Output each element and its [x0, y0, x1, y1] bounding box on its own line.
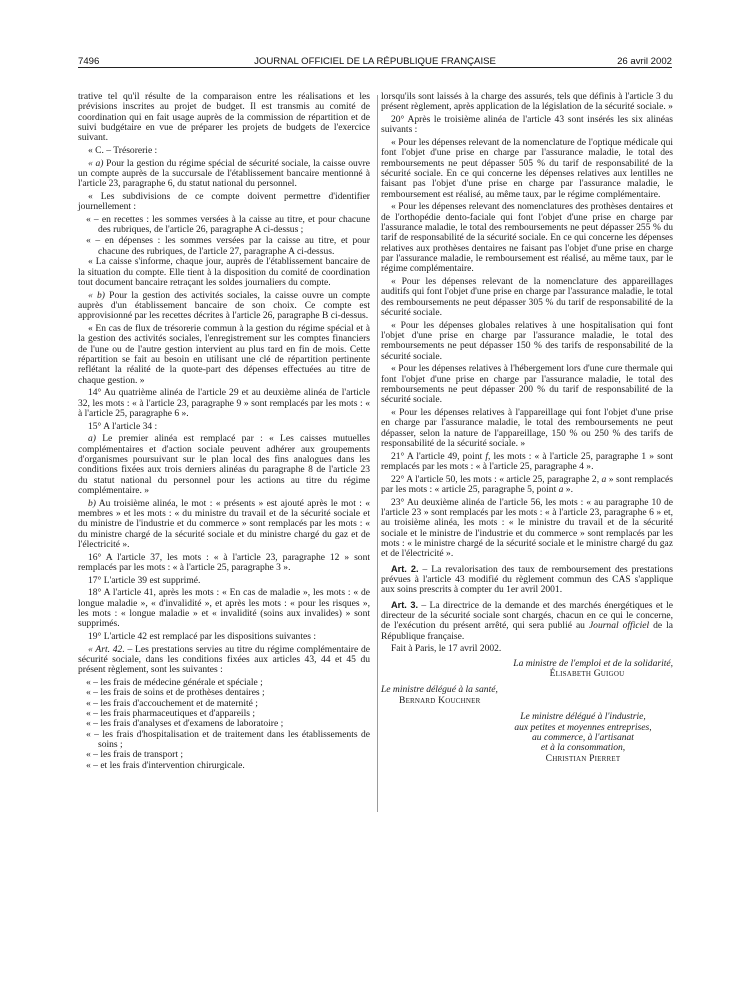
article-label: Art. 3.: [391, 599, 419, 610]
paragraph: [381, 475, 673, 496]
point-label: a: [601, 473, 607, 485]
paragraph: [78, 291, 370, 322]
paragraph: « Pour les dépenses relevant de la nomenclature des appareillages auditifs qui font l'objet d'une prise en charge par l'assurance maladie, le total des remboursements ne peut dépasser 305 % du tarif de responsabilité de la sécurité sociale.: [381, 276, 673, 319]
paragraph: « Pour les dépenses globales relatives à une hospitalisation qui font l'objet d'une prise en charge par l'assurance maladie, le total des remboursements ne peut dépasser 150 % des tarifs de responsabilité de la sécurité sociale.: [381, 319, 673, 362]
paragraph: [78, 645, 370, 676]
signatory-title: et à la consommation,: [540, 742, 626, 754]
paragraph: 18° A l'article 41, après les mots : « En cas de maladie », les mots : « de longue maladie », « d'invalidité », et après les mots : « pour les risques », les mots : « longue maladie » et « invalidité (soins aux invalides) » sont supprimés.: [78, 587, 370, 630]
signatory-title: Le ministre délégué à l'industrie,: [520, 711, 646, 723]
paragraph-label: « a): [88, 157, 104, 169]
paragraph: 20° Après le troisième alinéa de l'article 43 sont insérés les six alinéas suivants :: [381, 113, 673, 136]
signatory-name: Christian Pierret: [545, 752, 621, 764]
paragraph-text: – La revalorisation des taux de remboursement des prestations prévues à l'article 43 modifié du règlement commun des CAS s'applique aux soins prescrits à compter du 1er avril 2001.: [381, 563, 673, 596]
list-item: « – les frais de médecine générale et spéciale ;: [86, 676, 263, 688]
list-item: « – les frais d'analyses et d'examens de laboratoire ;: [86, 718, 284, 730]
paragraph: 19° L'article 42 est remplacé par les dispositions suivantes :: [88, 631, 316, 642]
paragraph: « Pour les dépenses relatives à l'appareillage qui font l'objet d'une prise en charge par l'assurance maladie, le total des remboursements ne peut dépasser, selon la nature de l'appareillage, 150 % ou 250 % des tarifs de responsabilité de la sécurité sociale. »: [381, 407, 673, 450]
paragraph: « Pour les dépenses relevant de la nomenclature de l'optique médicale qui font l'objet d'une prise en charge par l'assurance maladie, le total des remboursements ne peut dépasser 505 % du tarif de responsabilité de la sécurité sociale. En ce qui concerne les dépenses relatives aux lentilles ne faisant pas l'objet d'une prise en charge par l'assurance maladie, le remboursement est réalisé, au même taux, par le régime complémentaire.: [381, 136, 673, 200]
paragraph-text: Le premier alinéa est remplacé par : « Les caisses mutuelles complémentaires et d'action sociale peuvent adhérer aux groupements d'organismes poursuivant sur le plan local des fins analogues dans les conditions fixées aux trois derniers alinéas du paragraphe 8 de l'article 23 du statut national du personnel pour les actions au titre du régime complémentaire. »: [78, 433, 370, 497]
left-column: [78, 92, 370, 771]
signature-date: Fait à Paris, le 17 avril 2002.: [391, 643, 502, 655]
paragraph: « Les subdivisions de ce compte doivent permettre d'identifier journellement :: [78, 190, 370, 213]
article-label: Art. 2.: [391, 563, 419, 574]
paragraph-text: Pour la gestion des activités sociales, la caisse ouvre un compte auprès d'un établissement bancaire de son choix. Ce compte est approvisionné par les recettes décrites à l'article 26, paragraphe B ci-dessus.: [78, 289, 370, 322]
paragraph: 16° A l'article 37, les mots : « à l'article 23, paragraphe 12 » sont remplacés par les mots : « à l'article 25, paragraphe 3 ».: [78, 551, 370, 574]
signatory-title: au commerce, à l'artisanat: [532, 731, 634, 743]
paragraph: « En cas de flux de trésorerie commun à la gestion du régime spécial et à la gestion des activités sociales, l'enregistrement sur les comptes financiers de l'une ou de l'autre gestion intervient au plus tard en fin de mois. Cette répartition se fait au besoin en utilisant une clé de répartition pertinente reflétant la réalité de la quote-part des dépenses effectuées au titre de chaque gestion. »: [78, 323, 370, 386]
paragraph-text: de la République française.: [381, 620, 673, 642]
paragraph: « Pour les dépenses relatives à l'hébergement lors d'une cure thermale qui font l'objet d'une prise en charge par l'assurance maladie, le total des remboursements ne peut dépasser 200 % du tarif de responsabilité de la sécurité sociale.: [381, 363, 673, 406]
article-label: « Art. 42.: [88, 643, 125, 655]
paragraph: [78, 499, 370, 551]
signature-emploi: [381, 659, 673, 680]
paragraph-label: « b): [88, 289, 105, 301]
page-number: 7496: [78, 56, 100, 67]
paragraph: [78, 159, 370, 190]
signatory-title: La ministre de l'emploi et de la solidarité,: [513, 657, 673, 669]
paragraph-text: 22° A l'article 50, les mots : « article 25, paragraphe 2,: [391, 473, 602, 485]
signatory-name: Élisabeth Guigou: [549, 668, 625, 680]
paragraph-text: Pour la gestion du régime spécial de sécurité sociale, la caisse ouvre un compte auprès de la succursale de l'établissement bancaire mentionné à l'article 23, paragraphe 6, du statut national du personnel.: [78, 157, 370, 190]
paragraph: 14° Au quatrième alinéa de l'article 29 et au deuxième alinéa de l'article 32, les mots : « à l'article 23, paragraphe 9 » sont remplacés par les mots : « à l'article 25, paragraphe 6 ».: [78, 387, 370, 420]
paragraph: 15° A l'article 34 :: [88, 420, 158, 432]
signatory-title: aux petites et moyennes entreprises,: [514, 721, 652, 733]
paragraph: [78, 434, 370, 496]
paragraph-label: a): [88, 433, 96, 445]
paragraph: « La caisse s'informe, chaque jour, auprès de l'établissement bancaire de la situation du compte. Elle tient à la disposition du comité de coordination tout document bancaire retraçant les soldes journaliers du compte.: [78, 256, 370, 289]
right-column: [381, 92, 673, 764]
signature-industrie: [493, 712, 673, 764]
signatory-name: Bernard Kouchner: [399, 694, 481, 706]
paragraph-text: 21° A l'article 49, point: [391, 450, 486, 462]
paragraph: lorsqu'ils sont laissés à la charge des assurés, tels que définis à l'article 3 du présent règlement, après application de la législation de la sécurité sociale. »: [381, 91, 673, 113]
list-item: « – en dépenses : les sommes versées par la caisse au titre, et pour chacune des rubriques, de l'article 27, paragraphe A ci-dessus.: [86, 235, 370, 257]
list-item: « – en recettes : les sommes versées à la caisse au titre, et pour chacune des rubriques, de l'article 26, paragraphe A ci-dessus ;: [86, 213, 370, 236]
paragraph: « Pour les dépenses relevant des nomenclatures des prothèses dentaires et de l'orthopédie dento-faciale qui font l'objet d'une prise en charge par l'assurance maladie, le total des remboursements ne peut dépasser 255 % du tarif de responsabilité de la sécurité sociale. En ce qui concerne les dépenses relatives aux prothèses dentaires ne faisant pas l'objet d'une prise en charge par l'assurance maladie, le remboursement est réalisé, au même taux, par le régime complémentaire.: [381, 201, 673, 275]
paragraph-text: – Les prestations servies au titre du régime complémentaire de sécurité sociale, dans les conditions fixées aux articles 43, 44 et 45 du présent règlement, sont les suivantes :: [78, 643, 370, 676]
section-heading-tresorerie: « C. – Trésorerie :: [88, 145, 158, 157]
issue-date: 26 avril 2002: [617, 56, 672, 67]
signature-sante: [381, 685, 673, 706]
paragraph: [381, 452, 673, 473]
point-label: a: [558, 484, 564, 496]
paragraph-label: b): [88, 497, 96, 509]
point-label: f,: [485, 450, 491, 462]
article-2: [381, 564, 673, 596]
paragraph: 23° Au deuxième alinéa de l'article 56, les mots : « au paragraphe 10 de l'article 23 » sont remplacés par les mots : « à l'article 23, paragraphe 6 » et, au troisième alinéa, les mots : « le ministre du travail et de la sécurité sociale et le ministre de l'industrie et du commerce » sont remplacés par les mots : « le ministre chargé de la sécurité sociale et le ministre chargé du gaz et de l'électricité ».: [381, 496, 673, 560]
paragraph-text: » sont remplacés par les mots : « article 25, paragraphe 5, point: [381, 473, 674, 496]
list-item: « – les frais d'accouchement et de maternité ;: [86, 697, 258, 709]
paragraph: trative tel qu'il résulte de la comparaison entre les réalisations et les prévisions inscrites au projet de budget. Il est transmis au comité de coordination qui en fait usage auprès de la commission de répartition et de suivi budgétaire en vue de préparer les projets de budgets de l'exercice suivant.: [78, 91, 370, 144]
journal-title: JOURNAL OFFICIEL DE LA RÉPUBLIQUE FRANÇAISE: [254, 56, 496, 67]
list-item: « – et les frais d'intervention chirurgicale.: [86, 759, 245, 771]
paragraph-text: les mots : « à l'article 25, paragraphe 1 » sont remplacés par les mots : « à l'article 25, paragraphe 4 ».: [381, 450, 674, 473]
column-separator: [377, 95, 378, 812]
paragraph: 17° L'article 39 est supprimé.: [88, 574, 201, 586]
paragraph-text: ».: [563, 484, 573, 496]
list-item: « – les frais de soins et de prothèses dentaires ;: [86, 687, 265, 699]
paragraph-text: Au troisième alinéa, le mot : « présents » est ajouté après le mot : « membres » et les mots : « du ministre du travail et de la sécurité sociale et du ministre de l'industrie et du commerce » sont remplacés par les mots : « du ministre chargé de la sécurité sociale et du ministre chargé du gaz et de l'électricité ».: [78, 497, 370, 551]
article-3: [381, 600, 673, 642]
signatory-title: Le ministre délégué à la santé,: [381, 684, 498, 696]
list-item: « – les frais de transport ;: [86, 749, 184, 761]
paragraph-text: – La directrice de la demande et des marchés énergétiques et le directeur de la sécurité sociale sont chargés, chacun en ce qui le concerne, de l'exécution du présent arrêté, qui sera publié au: [381, 599, 673, 632]
journal-name: Journal officiel: [588, 620, 650, 632]
header-rule: [78, 67, 672, 68]
list-item: « – les frais d'hospitalisation et de traitement dans les établissements de soins ;: [86, 728, 370, 751]
list-item: « – les frais pharmaceutiques et d'appareils ;: [86, 708, 255, 719]
